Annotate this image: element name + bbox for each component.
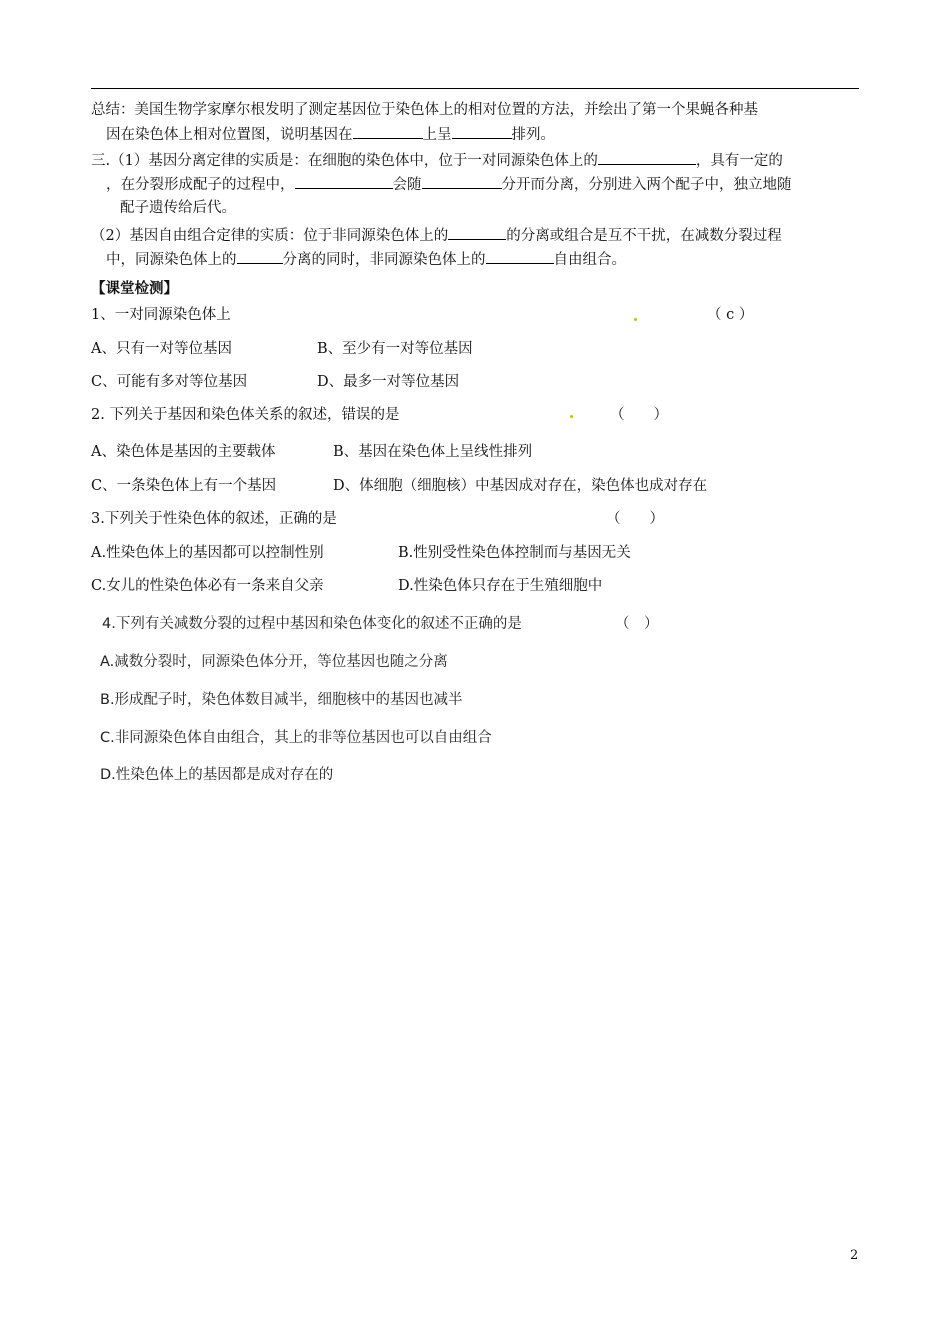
q2-option-d: D、体细胞（细胞核）中基因成对存在，染色体也成对存在 bbox=[333, 478, 708, 494]
summary-text-a: 因在染色体上相对位置图，说明基因在 bbox=[106, 127, 353, 143]
blank-8 bbox=[486, 249, 554, 264]
s3-p2-text-d: 分离的同时，非同源染色体上的 bbox=[282, 252, 486, 268]
q4-answer: （ ） bbox=[615, 616, 659, 632]
q4-stem: 4.下列有关减数分裂的过程中基因和染色体变化的叙述不正确的是 bbox=[102, 616, 522, 632]
s3-p2-line-1 bbox=[91, 225, 782, 246]
q1-option-b: B、至少有一对等位基因 bbox=[317, 341, 473, 357]
summary-text-c: 排列。 bbox=[511, 127, 555, 143]
s3-p1-line-2 bbox=[106, 174, 792, 195]
q2-answer: （ ） bbox=[610, 407, 668, 423]
s3-p1-text-d: 会随 bbox=[392, 177, 422, 193]
q2-option-c: C、一条染色体上有一个基因 bbox=[91, 478, 277, 494]
summary-line-2 bbox=[106, 124, 555, 145]
q4-option-c: C.非同源染色体自由组合，其上的非等位基因也可以自由组合 bbox=[100, 730, 492, 746]
s3-p2-text-e: 自由组合。 bbox=[553, 252, 626, 268]
s3-p2-text-a: （2）基因自由组合定律的实质：位于非同源染色体上的 bbox=[91, 228, 449, 244]
blank-7 bbox=[237, 249, 283, 264]
top-rule bbox=[91, 88, 859, 89]
q1-answer: （ c ） bbox=[707, 307, 754, 323]
s3-p1-line-1 bbox=[91, 150, 783, 171]
blank-6 bbox=[448, 225, 506, 240]
q4-option-a: A.减数分裂时，同源染色体分开，等位基因也随之分离 bbox=[100, 654, 448, 670]
mark-dot bbox=[634, 318, 637, 321]
q1-option-a: A、只有一对等位基因 bbox=[91, 341, 232, 357]
summary-line-1: 总结：美国生物学家摩尔根发明了测定基因位于染色体上的相对位置的方法，并绘出了第一个果蝇各种基 bbox=[91, 102, 758, 118]
s3-p1-line-3: 配子遗传给后代。 bbox=[120, 200, 236, 216]
blank-3 bbox=[598, 150, 696, 165]
q3-option-a: A.性染色体上的基因都可以控制性别 bbox=[91, 545, 324, 561]
summary-text-b: 上呈 bbox=[422, 127, 452, 143]
q1-option-c: C、可能有多对等位基因 bbox=[91, 374, 248, 390]
section-heading: 【课堂检测】 bbox=[91, 280, 178, 297]
s3-p1-text-c: ，在分裂形成配子的过程中， bbox=[106, 177, 295, 193]
s3-p1-text-e: 分开而分离，分别进入两个配子中，独立地随 bbox=[501, 177, 792, 193]
q4-option-b: B.形成配子时，染色体数目减半，细胞核中的基因也减半 bbox=[100, 692, 463, 708]
s3-p1-text-a: 三.（1）基因分离定律的实质是：在细胞的染色体中，位于一对同源染色体上的 bbox=[91, 153, 598, 169]
q4-option-d: D.性染色体上的基因都是成对存在的 bbox=[100, 767, 334, 783]
q2-option-b: B、基因在染色体上呈线性排列 bbox=[333, 444, 533, 460]
blank-2 bbox=[452, 124, 512, 139]
blank-1 bbox=[353, 124, 423, 139]
q3-answer: （ ） bbox=[606, 511, 664, 527]
q2-option-a: A、染色体是基因的主要载体 bbox=[91, 444, 276, 460]
q1-stem: 1、一对同源染色体上 bbox=[91, 307, 231, 323]
s3-p2-line-2 bbox=[106, 249, 626, 270]
q3-stem: 3.下列关于性染色体的叙述，正确的是 bbox=[91, 511, 337, 527]
s3-p1-text-b: ，具有一定的 bbox=[695, 153, 783, 169]
q3-option-c: C.女儿的性染色体必有一条来自父亲 bbox=[91, 578, 324, 594]
s3-p2-text-b: 的分离或组合是互不干扰，在减数分裂过程 bbox=[506, 228, 782, 244]
q3-option-b: B.性别受性染色体控制而与基因无关 bbox=[398, 545, 631, 561]
page-number: 2 bbox=[850, 1248, 859, 1263]
blank-5 bbox=[422, 174, 502, 189]
blank-4 bbox=[295, 174, 393, 189]
q1-option-d: D、最多一对等位基因 bbox=[317, 374, 460, 390]
q2-stem: 2. 下列关于基因和染色体关系的叙述，错误的是 bbox=[91, 407, 400, 423]
s3-p2-text-c: 中，同源染色体上的 bbox=[106, 252, 237, 268]
q3-option-d: D.性染色体只存在于生殖细胞中 bbox=[398, 578, 603, 594]
mark-dot bbox=[570, 415, 573, 418]
